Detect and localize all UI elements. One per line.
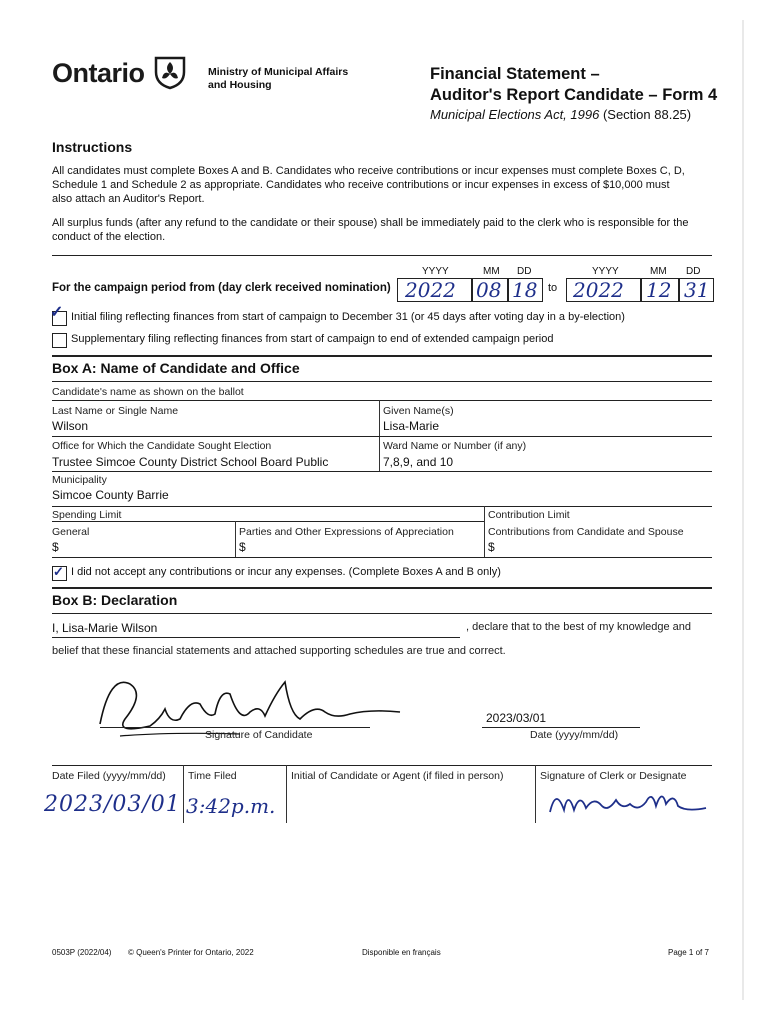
contributions-label: Contributions from Candidate and Spouse (488, 526, 684, 538)
divider (484, 506, 485, 558)
divider (286, 765, 287, 823)
divider (52, 506, 712, 507)
to-yyyy-header: YYYY (592, 266, 619, 277)
divider (52, 436, 712, 437)
instructions-para-2: All surplus funds (after any refund to the candidate or their spouse) shall be immediately paid to the clerk who is responsible for the conduct of the election. (52, 217, 689, 243)
form-title-line2: Auditor's Report Candidate – Form 4 (430, 86, 718, 104)
ministry-name: Ministry of Municipal Affairs and Housing (208, 66, 349, 91)
given-names-value[interactable]: Lisa-Marie (383, 419, 440, 433)
municipality-value[interactable]: Simcoe County Barrie (52, 488, 169, 502)
declaration-date-label: Date (yyyy/mm/dd) (530, 729, 619, 741)
general-value[interactable]: $ (52, 540, 59, 554)
from-month-value: 08 (476, 278, 502, 302)
candidate-signature-label: Signature of Candidate (205, 729, 313, 741)
instructions-para-1: All candidates must complete Boxes A and B. Candidates who receive contributions or incur expenses must complete Boxes C, D, Schedule 1 and Schedule 2 as appropriate. Candidates who receive contributions or incur expenses in excess of $10,000 must also attach an Auditor's Report. (52, 165, 685, 205)
time-filed-label: Time Filed (188, 770, 237, 782)
office-value[interactable]: Trustee Simcoe County District School Board Public (52, 455, 329, 469)
form-title-line1: Financial Statement – (430, 65, 600, 83)
to-label: to (548, 282, 558, 294)
act-section: (Section 88.25) (599, 107, 692, 122)
scan-edge (742, 20, 744, 1000)
from-dd-header: DD (517, 266, 532, 277)
from-yyyy-header: YYYY (422, 266, 449, 277)
general-label: General (52, 526, 90, 538)
clerk-signature-drawing (546, 782, 716, 822)
divider (183, 765, 184, 823)
declare-text: , declare that to the best of my knowledge and (466, 621, 692, 633)
divider (235, 521, 236, 558)
box-b-top-rule (52, 587, 712, 589)
initial-filing-label: Initial filing reflecting finances from start of campaign to December 31 (or 45 days after voting day in a by-election) (71, 311, 625, 323)
french-availability: Disponible en français (362, 948, 441, 957)
ward-value[interactable]: 7,8,9, and 10 (383, 455, 454, 469)
ward-label: Ward Name or Number (if any) (383, 440, 527, 452)
form-subtitle (430, 107, 691, 122)
box-a-heading-rule (52, 381, 712, 382)
declarant-underline (52, 637, 460, 638)
campaign-period-label: For the campaign period from (day clerk received nomination) (52, 282, 391, 294)
parties-label: Parties and Other Expressions of Appreciation (239, 526, 454, 538)
from-year-value: 2022 (405, 278, 456, 302)
box-a-heading: Box A: Name of Candidate and Office (52, 360, 300, 376)
box-b-heading-rule (52, 613, 712, 614)
from-mm-header: MM (483, 266, 500, 277)
declaration-date-value[interactable]: 2023/03/01 (486, 711, 547, 725)
to-year-value: 2022 (573, 278, 624, 302)
parties-value[interactable]: $ (239, 540, 246, 554)
printer-credit: © Queen's Printer for Ontario, 2022 (128, 948, 254, 957)
candidate-name-caption: Candidate's name as shown on the ballot (52, 386, 244, 398)
divider (52, 400, 712, 401)
checkmark-icon: ✓ (53, 564, 64, 579)
office-label: Office for Which the Candidate Sought Election (52, 440, 272, 452)
spending-limit-label: Spending Limit (52, 509, 122, 521)
date-line (482, 727, 640, 728)
to-month-value: 12 (646, 278, 672, 302)
trillium-logo-icon (152, 54, 188, 90)
box-b-heading: Box B: Declaration (52, 592, 178, 608)
to-dd-header: DD (686, 266, 701, 277)
no-contributions-label: I did not accept any contributions or incur any expenses. (Complete Boxes A and B only) (71, 566, 501, 578)
time-filed-value[interactable]: 3:42p.m. (186, 794, 276, 818)
from-day-value: 18 (512, 278, 538, 302)
ontario-logo-text: Ontario (52, 58, 145, 88)
form-title (430, 64, 717, 106)
instructions-heading: Instructions (52, 139, 133, 155)
divider (535, 765, 536, 823)
supplementary-filing-label: Supplementary filing reflecting finances from start of campaign to end of extended campaign period (71, 333, 554, 345)
candidate-signature-line (100, 727, 370, 728)
supplementary-filing-checkbox[interactable] (52, 333, 67, 348)
clerk-signature-label: Signature of Clerk or Designate (540, 770, 687, 782)
date-filed-value[interactable]: 2023/03/01 (44, 792, 181, 817)
box-a-top-rule (52, 355, 712, 357)
municipality-label: Municipality (52, 474, 107, 486)
last-name-value[interactable]: Wilson (52, 419, 89, 433)
belief-text: belief that these financial statements and attached supporting schedules are true and correct. (52, 645, 506, 657)
last-name-label: Last Name or Single Name (52, 405, 179, 417)
declarant-name[interactable]: I, Lisa-Marie Wilson (52, 621, 158, 635)
contributions-value[interactable]: $ (488, 540, 495, 554)
initial-label: Initial of Candidate or Agent (if filed in person) (291, 770, 504, 782)
divider (52, 765, 712, 766)
form-number: 0503P (2022/04) (52, 948, 112, 957)
divider (52, 521, 484, 522)
contribution-limit-label: Contribution Limit (488, 509, 570, 521)
to-day-value: 31 (684, 278, 710, 302)
to-mm-header: MM (650, 266, 667, 277)
given-names-label: Given Name(s) (383, 405, 454, 417)
date-filed-label: Date Filed (yyyy/mm/dd) (52, 770, 166, 782)
divider (52, 471, 712, 472)
divider (52, 557, 712, 558)
act-name: Municipal Elections Act, 1996 (430, 107, 600, 122)
page-number: Page 1 of 7 (668, 948, 709, 957)
divider (52, 255, 712, 256)
checkmark-icon: ✓ (50, 304, 64, 321)
